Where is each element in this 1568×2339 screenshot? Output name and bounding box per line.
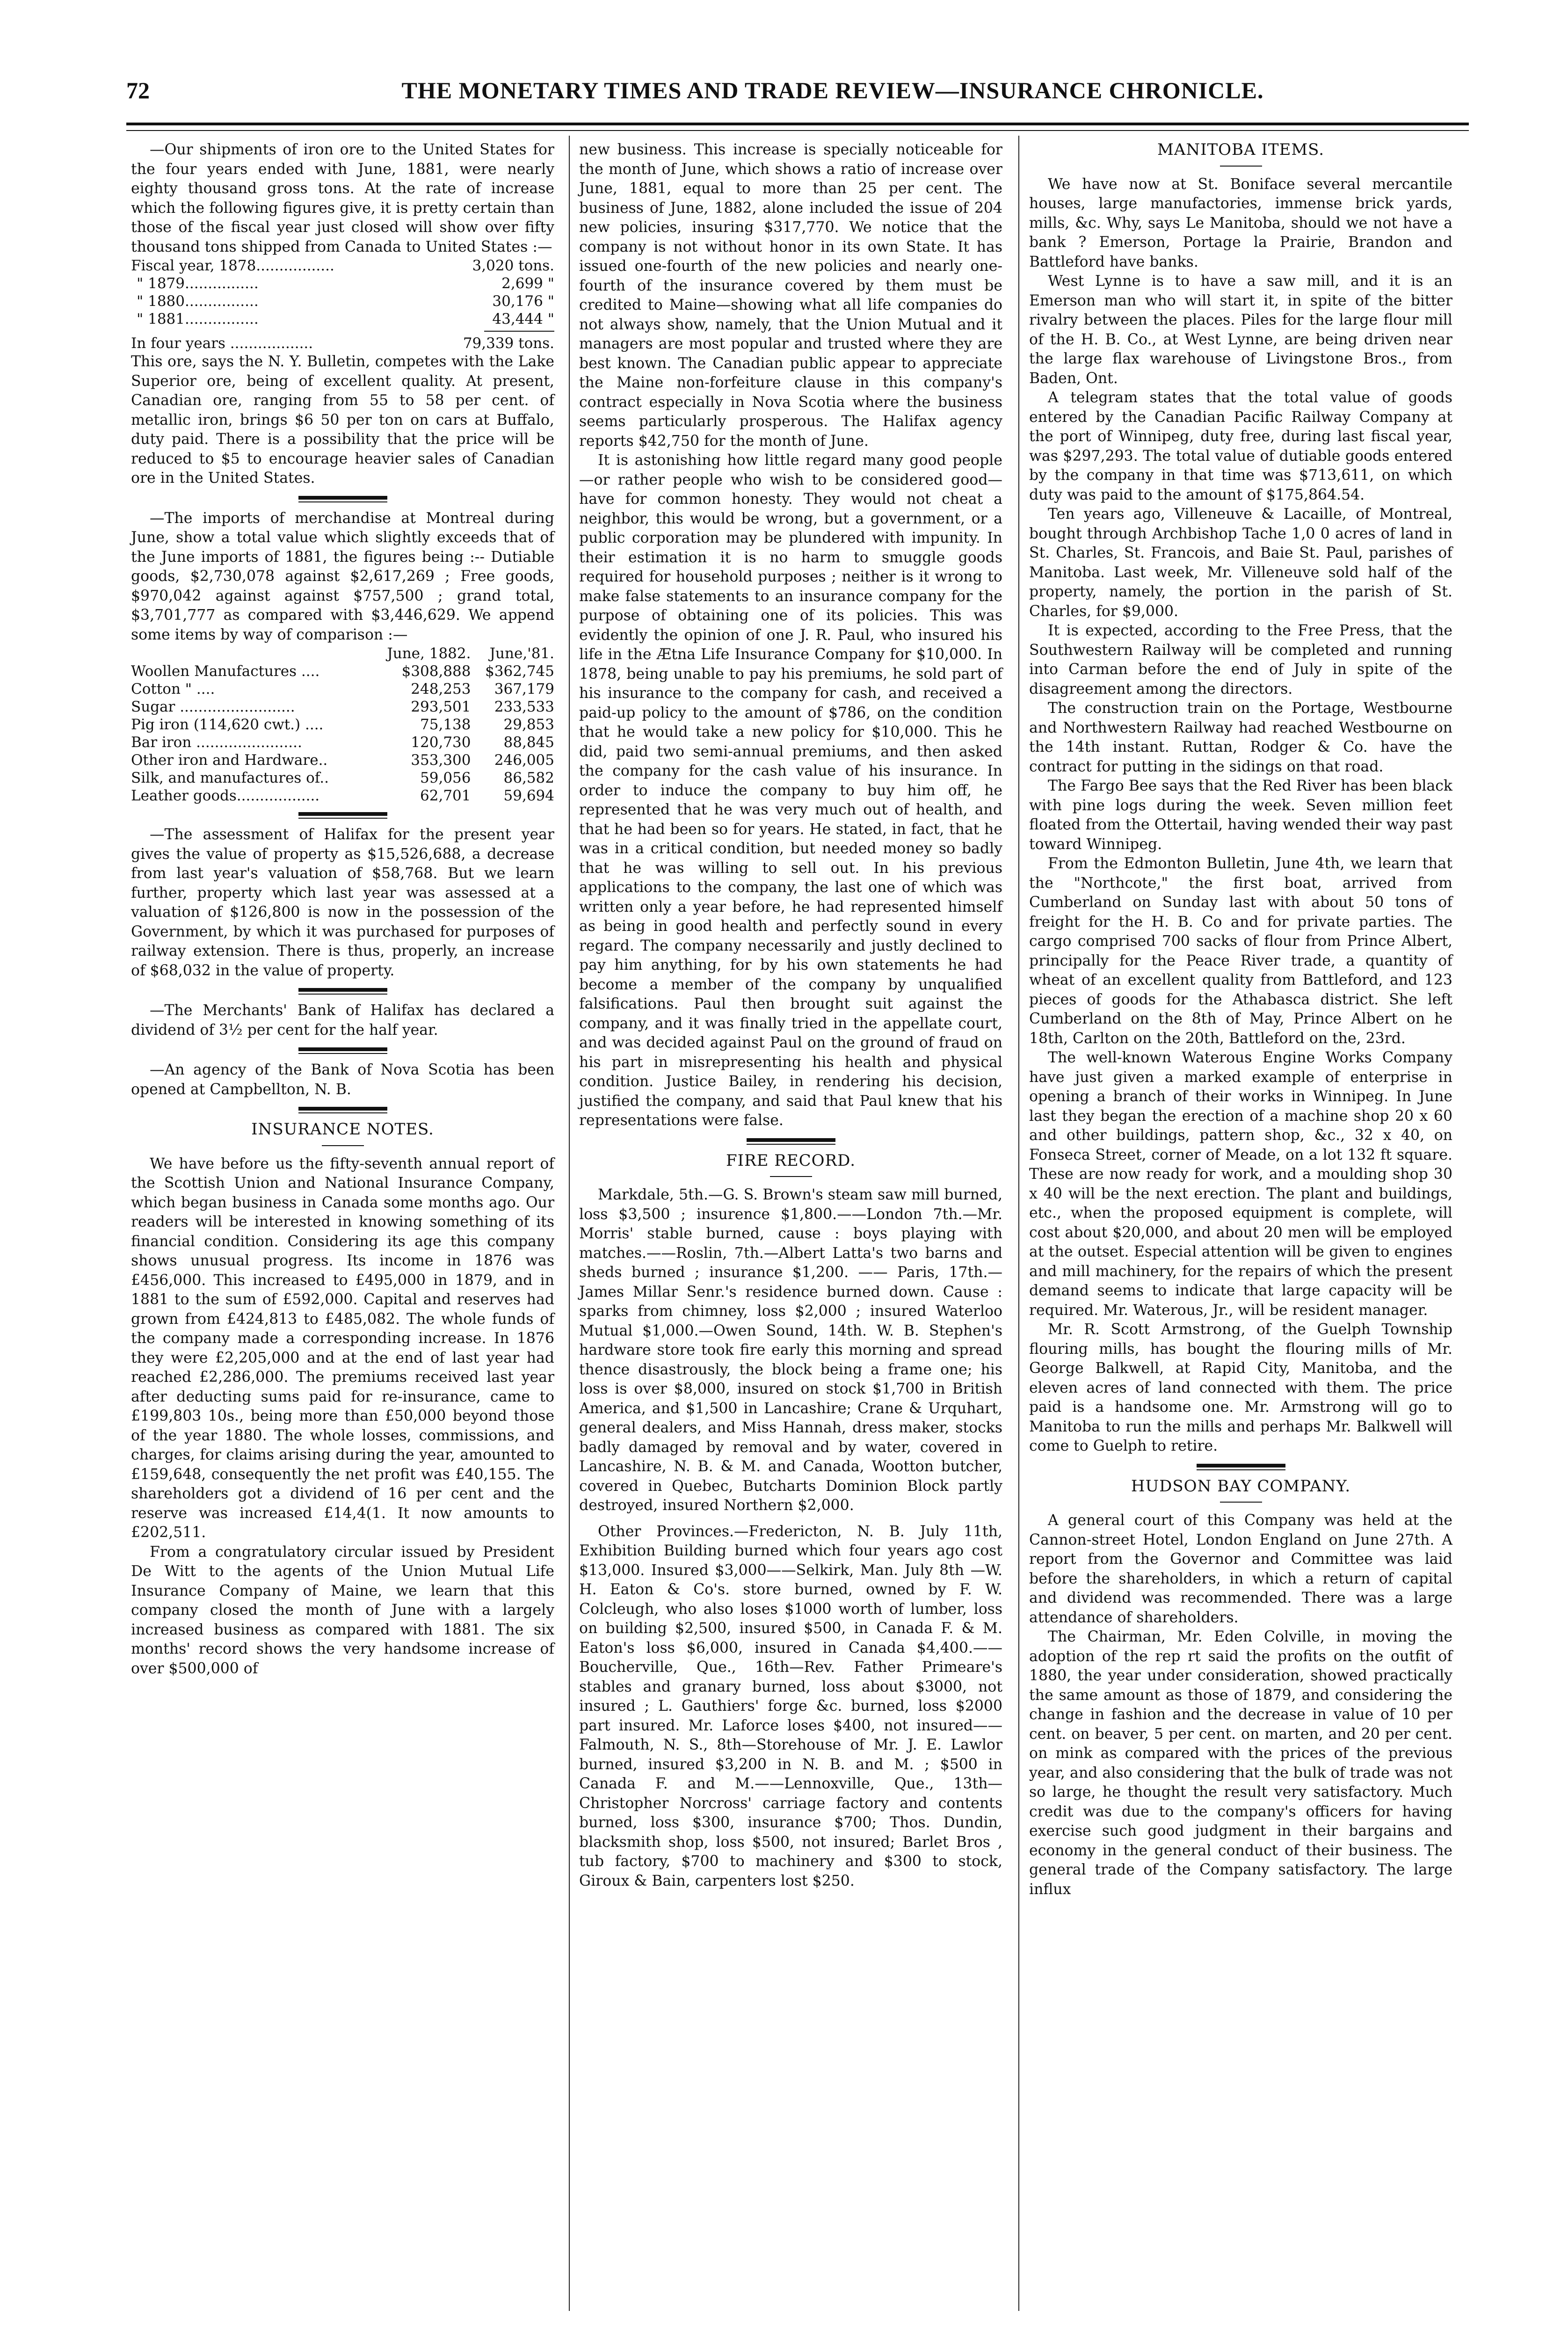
table-cell: 43,444 "	[492, 311, 554, 327]
table-row	[131, 334, 554, 352]
table-cell: 30,176 "	[492, 293, 554, 310]
table-cell: 2,699 "	[501, 275, 554, 292]
table-cell: 3,020 tons.	[472, 257, 554, 274]
table-cell: 367,179	[494, 681, 554, 697]
table-row	[131, 787, 554, 805]
manitoba-paragraph: From the Edmonton Bulletin, June 4th, we learn that the "Northcote," the first boat, arrived from Cumberland on Sunday last with about 50 tons of freight for the H. B. Co and for private parties. The cargo comprised 700 sacks of flour from Prince Albert, principally for the Peace River trade, a quantity of wheat of an excellent quality from Battleford, and 123 pieces of goods for the Athabasca district. She left Cumberland on the 8th of May, Prince Albert on he 18th, Carlton on the 20th, Battleford on the, 23rd.	[1029, 855, 1452, 1047]
insurance-paragraph-1: We have before us the fifty-seventh annual report of the Scottish Union and National Insurance Company, which began business in Canada some months ago. Our readers will be interested in knowing something of its financial condition. Considering its age this company shows unusual progress. Its income in 1876 was £456,000. This increased to £495,000 in 1879, and in 1881 to the sum of £592,000. Capital and reserves had grown from £424,813 to £485,082. The whole funds of the company made a corresponding increase. In 1876 they were £2,205,000 and at the end of last year had reached £2,286,000. The premiums received last year after deducting sums paid for re-insurance, came to £199,803 10s., being more than £50,000 beyond those of the year 1880. The whole losses, commissions, and charges, for claims arising during the year, amounted to £159,648, consequently the net profit was £40,155. The shareholders got a dividend of 16 per cent and the reserve was increased £14,4(1. It now amounts to £202,511.	[131, 1155, 554, 1541]
column-right	[1029, 140, 1452, 1899]
table-cell: 59,056	[420, 770, 471, 786]
hudson-bay-paragraph-1: A general court of this Company was held at the Cannon-street Hotel, London England on June 27th. A report from the Governor and Committee was laid before the shareholders, in which a return of capital and dividend was recommended. There was a large attendance of shareholders.	[1029, 1512, 1452, 1626]
hudson-bay-heading: HUDSON BAY COMPANY.	[1131, 1476, 1351, 1496]
insurance-paragraph-2: From a congratulatory circular issued by President De Witt to the agents of the Union Mutual Life Insurance Company of Maine, we learn that this company closed the month of June with a largely increased business as compared with 1881. The six months' record shows the very handsome increase of over $500,000 of	[131, 1543, 554, 1677]
section-separator	[298, 1107, 387, 1111]
table-cell: 88,845	[503, 734, 554, 751]
manitoba-paragraph: The well-known Waterous Engine Works Company have just given a marked example of enterprise in opening a branch of their works in Winnipeg. In June last they began the erection of a machine shop 20 x 60 and other buildings, pattern shop, &c., 32 x 40, on Fonseca Street, corner of Meade, on a lot 132 ft square. These are now ready for work, and a moulding shop 30 x 40 will be the next erection. The plant and buildings, etc., when the proposed equipment is complete, will cost about $20,000, and about 20 men will be employed at the outset. Especial attention will be given to engines and mill machinery, for the repairs of which the present demand seems to indicate that large capacity will be required. Mr. Waterous, Jr., will be resident manager.	[1029, 1049, 1452, 1319]
table-row	[131, 698, 554, 716]
column-divider-1	[569, 136, 570, 2311]
iron-ore-table	[131, 257, 554, 328]
table-row	[131, 662, 554, 680]
table-cell: 353,300	[411, 752, 471, 769]
header-rule-thin	[126, 130, 1469, 131]
table-cell: 293,501	[411, 698, 471, 715]
table-cell: Fiscal year, 1878.................	[131, 257, 334, 274]
merchants-bank-paragraph: —The Merchants' Bank of Halifax has declared a dividend of 3½ per cent for the half year.	[131, 1002, 554, 1039]
table-row	[131, 310, 554, 328]
imports-paragraph: —The imports of merchandise at Montreal during June, show a total value which slightly exceeds that of the June imports of 1881, the figures being :-- Dutiable goods, $2,730,078 against $2,617,269 ; Free goods, $970,042 against against $757,500 ; grand total, $3,701,777 as compared with $3,446,629. We append some items by way of comparison :—	[131, 509, 554, 643]
table-header: June,'81.	[489, 645, 554, 662]
table-cell: $362,745	[485, 663, 554, 680]
iron-ore-paragraph-2: This ore, says the N. Y. Bulletin, competes with the Lake Superior ore, being of excellent quality. At present, Canadian ore, ranging from 55 to 58 per cent. of metallic iron, brings $6 50 per ton on cars at Buffalo, duty paid. There is a possibility that the price will be reduced to $5 to encourage heavier sales of Canadian ore in the United States.	[131, 353, 554, 487]
iron-ore-paragraph: —Our shipments of iron ore to the United States for the four years ended with June, 1881, were nearly eighty thousand gross tons. At the rate of increase which the following figures give, it is pretty certain than those of the fiscal year just closed will show over fifty thousand tons shipped from Canada to United States :—	[131, 141, 554, 255]
honesty-paragraph: It is astonishing how little regard many good people—or rather people who wish to be considered good—have for common honesty. They would not cheat a neighbor, this would be wrong, but a government, or a public corporation may be plundered with impunity. In their estimation it is no harm to smuggle goods required for household purposes ; neither is it wrong to make false statements to an insurance company for the purpose of obtaining one of its policies. This was evidently the opinion of one J. R. Paul, who insured his life in the Ætna Life Insurance Company for $10,000. In 1878, being unable to pay his premiums, he sold part of his insurance to the company for cash, and received a paid-up policy to the amount of $786, on the condition that he would take a new policy for $10,000. This he did, paid two semi-annual premiums, and then asked the company for the cash value of his insurance. In order to induce the company to buy him off, he represented that he was very much out of health, and that he had been so for years. He stated, in fact, that he was in a critical condition, but needed money so badly that he was willing to sell out. In his previous applications to the company, the last one of which was written only a year before, he had represented himself as being in good health and perfectly sound in every regard. The company necessarily and justly declined to pay him anything, for by his own statements he had become a member of the company by unqualified falsifications. Paul then brought suit against the company, and it was finally tried in the appellate court, and was decided against Paul on the ground of fraud on his part in misrepresenting his health and physical condition. Justice Bailey, in rendering his decision, justified the company, and said that Paul knew that his representations were false.	[579, 452, 1002, 1129]
manitoba-paragraph: West Lynne is to have a saw mill, and it is an Emerson man who will start it, in spite of the bitter rivalry between the places. Piles for the large flour mill of the H. B. Co., at West Lynne, are being driven near the large flax warehouse of Livingstone Bros., from Baden, Ont.	[1029, 273, 1452, 387]
union-mutual-paragraph: new business. This increase is specially noticeable for the month of June, which shows a ratio of increase over June, 1881, equal to more than 25 per cent. The business of June, 1882, alone included the issue of 204 new policies, insuring $317,770. We notice that the company is not without honor in its own State. It has issued one-fourth of the new policies and nearly one-fourth of the insurance covered by them must be credited to Maine—showing what all life companies do not always show, namely, that the Union Mutual and it managers are most popular and trusted where they are best known. The Canadian public appear to appreciate the Maine non-forfeiture clause in this company's contract especially in Nova Scotia where the business seems particularly prosperous. The Halifax agency reports $42,750 for the month of June.	[579, 141, 1002, 450]
section-separator	[298, 988, 387, 992]
table-cell: 29,853	[503, 716, 554, 733]
column-left	[131, 140, 554, 1678]
table-cell: Silk, and manufactures of..	[131, 770, 329, 786]
fire-record-paragraph-2: Other Provinces.—Fredericton, N. B. July 11th, Exhibition Building burned which four years ago cost $13,000. Insured $3,000——Selkirk, Man. July 8th —W. H. Eaton & Co's. store burned, owned by F. W. Colcleugh, who also loses $1000 worth of lumber, loss on building $2,500, insured $500, in Canada F. & M. Eaton's loss $6,000, insured in Canada $4,400.——Boucherville, Que., 16th—Rev. Father Primeare's stables and granary burned, loss about $3000, not insured ; L. Gauthiers' forge &c. burned, loss $2000 part insured. Mr. Laforce loses $400, not insured——Falmouth, N. S., 8th—Storehouse of Mr. J. E. Lawlor burned, insured $3,200 in N. B. and M. ; $500 in Canada F. and M.——Lennoxville, Que., 13th—Christopher Norcross' carriage factory and contents burned, loss $300, insurance $700; Thos. Dundin, blacksmith shop, loss $500, not insured; Barlet Bros , tub factory, $700 to machinery and $300 to stock, Giroux & Bain, carpenters lost $250.	[579, 1523, 1002, 1889]
table-cell: 62,701	[420, 787, 471, 804]
nova-scotia-paragraph: —An agency of the Bank of Nova Scotia has been opened at Campbellton, N. B.	[131, 1061, 554, 1098]
heading-rule	[770, 1176, 812, 1177]
table-cell: Leather goods..................	[131, 787, 320, 804]
table-cell: $308,888	[401, 663, 471, 680]
section-separator	[298, 496, 387, 500]
table-cell: Other iron and Hardware..	[131, 752, 328, 769]
heading-rule	[322, 1145, 364, 1146]
imports-table	[131, 645, 554, 805]
table-cell: In four years ..................	[131, 335, 313, 352]
page-number: 72	[126, 77, 150, 103]
manitoba-paragraph: Ten years ago, Villeneuve & Lacaille, of Montreal, bought through Archbishop Tache 1,0 0 acres of land in St. Charles, St. Francois, and Baie St. Paul, parishes of Manitoba. Last week, Mr. Villeneuve sold half of the property, namely, the portion in the parish of St. Charles, for $9,000.	[1029, 506, 1452, 620]
table-cell: " 1881................	[137, 311, 259, 327]
manitoba-paragraph: The construction train on the Portage, Westbourne and Northwestern Railway had reached Westbourne on the 14th instant. Ruttan, Rodger & Co. have the contract for putting in the sidings on that road.	[1029, 700, 1452, 775]
table-row	[131, 257, 554, 275]
column-divider-2	[1018, 136, 1019, 2311]
table-row	[131, 716, 554, 734]
table-cell: 79,339 tons.	[463, 335, 554, 352]
table-cell: 248,253	[411, 681, 471, 697]
table-row	[131, 769, 554, 787]
fire-record-paragraph-1: Markdale, 5th.—G. S. Brown's steam saw mill burned, loss $3,500 ; insurence $1,800.——London 7th.—Mr. Morris' stable burned, cause : boys playing with matches.——Roslin, 7th.—Albert Latta's two barns and sheds burned ; insurance $1,200. —— Paris, 17th.—James Millar Senr.'s residence burned down. Cause : sparks from chimney, loss $2,000 ; insured Waterloo Mutual $1,000.—Owen Sound, 14th. W. B. Stephen's hardware store took fire early this morning and spread thence disastrously, the block being a frame one; his loss is over $8,000, insured on stock $1,700 in British America, and $1,500 in Lancashire; Crane & Urquhart, general dealers, and Miss Hannah, dress maker, stocks badly damaged by removal and by water, covered in Lancashire, N. B. & M. and Canada, Wootton butcher, covered in Quebec, Butcharts Dominion Block partly destroyed, insured Northern $2,000.	[579, 1186, 1002, 1514]
table-cell: Bar iron .......................	[131, 734, 302, 751]
section-separator	[747, 1138, 835, 1142]
table-cell: 120,730	[411, 734, 471, 751]
table-cell: Sugar .........................	[131, 698, 295, 715]
page-header	[126, 70, 1469, 112]
table-cell: Woollen Manufactures ....	[131, 663, 320, 680]
insurance-notes-heading: INSURANCE NOTES.	[251, 1120, 434, 1139]
table-cell: " 1880................	[137, 293, 259, 310]
table-cell: Cotton " ....	[131, 681, 215, 697]
iron-ore-total	[131, 334, 554, 352]
sum-rule	[484, 331, 554, 332]
table-cell: 233,533	[494, 698, 554, 715]
table-cell: Pig iron (114,620 cwt.) ....	[131, 716, 324, 733]
spacer	[579, 1516, 1002, 1522]
table-header-row	[131, 645, 554, 662]
table-header: June, 1882.	[387, 645, 471, 662]
manitoba-items-heading: MANITOBA ITEMS.	[1157, 140, 1325, 159]
hudson-bay-paragraph-2: The Chairman, Mr. Eden Colville, in moving the adoption of the rep rt said the profits on the outfit of 1880, the year under consideration, showed practically the same amount as those of 1879, and considering the change in fashion and the decrease in value of 10 per cent. on beaver, 5 per cent. on marten, and 20 per cent. on mink as compared with the prices of the previous year, and also considering that the bulk of trade was not so large, he thought the result very satisfactory. Much credit was due to the company's officers for having exercise such good judgment in their bargains and economy in the general conduct of their business. The general trade of the Company satisfactory. The large influx	[1029, 1628, 1452, 1898]
manitoba-paragraph: It is expected, according to the Free Press, that the Southwestern Railway will be completed and running into Carman before the end of July in spite of the disagreement among the directors.	[1029, 622, 1452, 697]
table-row	[131, 275, 554, 292]
running-title: THE MONETARY TIMES AND TRADE REVIEW—INSURANCE CHRONICLE.	[401, 77, 1264, 103]
manitoba-paragraph: A telegram states that the total value of goods entered by the Canadian Pacific Railway Company at the port of Winnipeg, duty free, during last fiscal year, was $297,293. The total value of dutiable goods entered by the company in that time was $713,611, on which duty was paid to the amount of $175,864.54.	[1029, 389, 1452, 503]
manitoba-paragraph: We have now at St. Boniface several mercantile houses, large manufactories, immense brick yards, mills, &c. Why, says Le Manitoba, should we not have a bank ? Emerson, Portage la Prairie, Brandon and Battleford have banks.	[1029, 175, 1452, 270]
table-row	[131, 734, 554, 751]
table-cell: 75,138	[420, 716, 471, 733]
section-separator	[298, 812, 387, 816]
header-rule	[126, 123, 1469, 125]
heading-rule	[1220, 166, 1262, 167]
halifax-paragraph: —The assessment of Halifax for the present year gives the value of property as $15,526,688, a decrease from last year's valuation of $58,768. But we learn further, property which last year was assessed at a valuation of $126,800 is now in the possession of the Government, by which it was purchased for purposes of railway extension. There is thus, properly, an increase of $68,032 in the value of property.	[131, 826, 554, 979]
section-separator	[1197, 1464, 1285, 1467]
section-separator	[298, 1047, 387, 1051]
table-cell: " 1879................	[137, 275, 259, 292]
table-cell: 246,005	[494, 752, 554, 769]
manitoba-paragraph: The Fargo Bee says that the Red River has been black with pine logs during the week. Seven million feet floated from the Ottertail, having wended their way past toward Winnipeg.	[1029, 777, 1452, 853]
table-row	[131, 292, 554, 310]
table-cell: 86,582	[503, 770, 554, 786]
fire-record-heading: FIRE RECORD.	[726, 1151, 856, 1170]
manitoba-paragraph: Mr. R. Scott Armstrong, of the Guelph Township flouring mills, has bought the flouring mills of Mr. George Balkwell, at Rapid City, Manitoba, and the eleven acres of land connected with them. The price paid is a handsome one. Mr. Armstrong will go to Manitoba to run the mills and perhaps Mr. Balkwell will come to Guelph to retire.	[1029, 1321, 1452, 1454]
column-middle	[579, 140, 1002, 1891]
table-header	[131, 645, 370, 662]
table-row	[131, 751, 554, 769]
table-cell: 59,694	[503, 787, 554, 804]
table-row	[131, 680, 554, 698]
heading-rule	[1220, 1502, 1262, 1503]
